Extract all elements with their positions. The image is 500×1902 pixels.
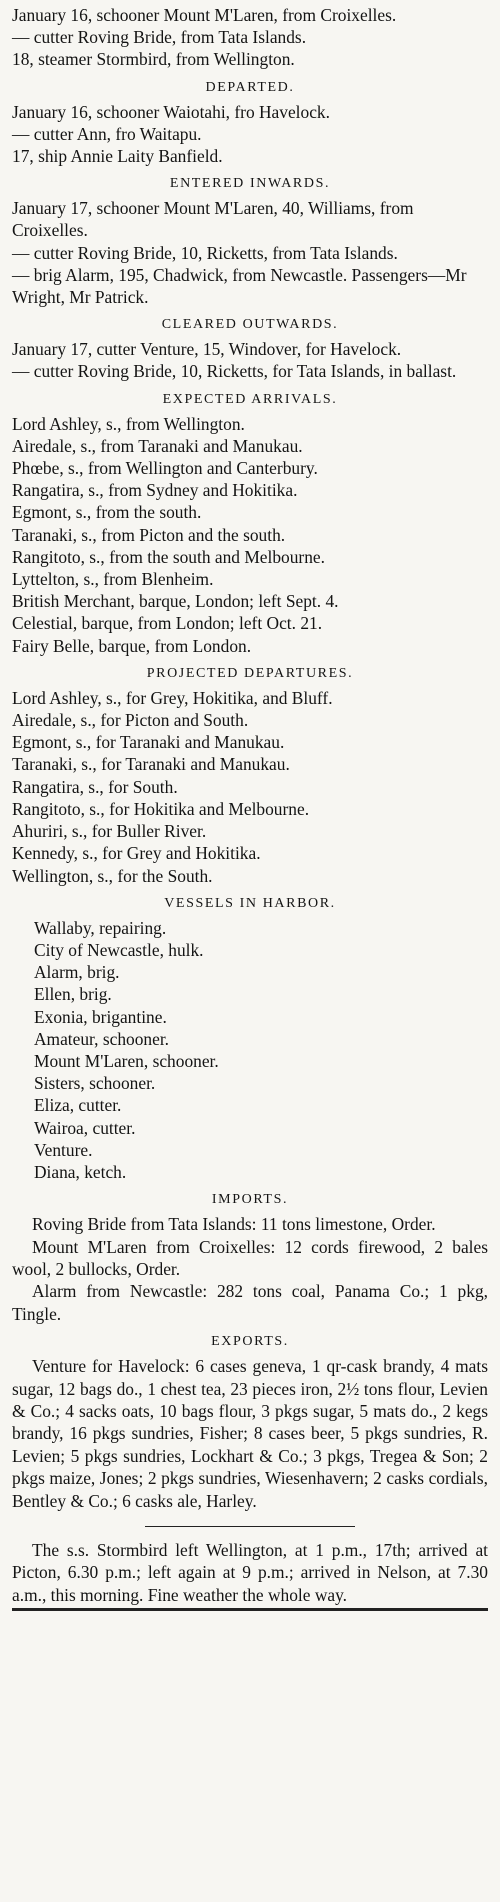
arrival-entry: — cutter Roving Bride, from Tata Islands. <box>12 27 307 48</box>
projected-entry: Rangatira, s., for South. <box>12 776 178 797</box>
projected-entry: Wellington, s., for the South. <box>12 865 213 886</box>
departed-entry: 17, ship Annie Laity Banfield. <box>12 146 223 167</box>
section-divider <box>145 1526 355 1527</box>
harbor-entry: Ellen, brig. <box>34 984 112 1005</box>
harbor-entry: Diana, ketch. <box>34 1161 127 1182</box>
vessels-in-harbor-section <box>12 895 488 1183</box>
stormbird-note: The s.s. Stormbird left Wellington, at 1 p.m., 17th; arrived at Picton, 6.30 p.m.; left again at 9 p.m.; arrived in Nelson, at 7.30 a.m., this morning. Fine weather the whole way. <box>12 1540 488 1605</box>
cleared-entry: — cutter Roving Bride, 10, Ricketts, for Tata Islands, in ballast. <box>12 361 457 382</box>
entered-inwards-heading: ENTERED INWARDS. <box>169 176 331 192</box>
expected-entry: Fairy Belle, barque, from London. <box>12 635 252 656</box>
arrival-entry: January 16, schooner Mount M'Laren, from Croixelles. <box>12 5 397 25</box>
expected-entry: Airedale, s., from Taranaki and Manukau. <box>12 435 303 456</box>
harbor-entry: Alarm, brig. <box>34 962 120 983</box>
harbor-entry: Wairoa, cutter. <box>34 1117 136 1138</box>
vessels-in-harbor-heading: VESSELS IN HARBOR. <box>164 895 336 911</box>
harbor-entry: Exonia, brigantine. <box>34 1006 167 1027</box>
harbor-entry: Amateur, schooner. <box>34 1028 170 1049</box>
expected-entry: Taranaki, s., from Picton and the south. <box>12 524 286 545</box>
expected-arrivals-section <box>12 391 488 657</box>
imports-section <box>12 1191 488 1325</box>
exports-section <box>12 1333 488 1512</box>
projected-entry: Rangitoto, s., for Hokitika and Melbourne. <box>12 798 310 819</box>
harbor-entry: Wallaby, repairing. <box>34 917 167 938</box>
projected-entry: Egmont, s., for Taranaki and Manukau. <box>12 732 285 753</box>
harbor-entry: Sisters, schooner. <box>34 1073 156 1094</box>
exports-heading: EXPORTS. <box>211 1334 289 1350</box>
departed-section <box>12 79 488 168</box>
import-entry: Alarm from Newcastle: 282 tons coal, Panama Co.; 1 pkg, Tingle. <box>12 1281 488 1324</box>
expected-entry: Lyttelton, s., from Blenheim. <box>12 569 214 590</box>
projected-entry: Ahuriri, s., for Buller River. <box>12 821 207 842</box>
harbor-entry: City of Newcastle, hulk. <box>34 939 204 960</box>
harbor-entry: Venture. <box>34 1139 93 1160</box>
cleared-outwards-section <box>12 316 488 382</box>
projected-entry: Airedale, s., for Picton and South. <box>12 710 249 731</box>
imports-heading: IMPORTS. <box>211 1192 289 1208</box>
import-entry: Mount M'Laren from Croixelles: 12 cords firewood, 2 bales wool, 2 bullocks, Order. <box>12 1236 488 1279</box>
projected-entry: Lord Ashley, s., for Grey, Hokitika, and Bluff. <box>12 687 333 708</box>
arrivals-section <box>12 4 488 71</box>
expected-entry: Lord Ashley, s., from Wellington. <box>12 413 245 434</box>
import-entry: Roving Bride from Tata Islands: 11 tons limestone, Order. <box>32 1214 436 1235</box>
expected-entry: Rangitoto, s., from the south and Melbourne. <box>12 546 325 567</box>
expected-arrivals-heading: EXPECTED ARRIVALS. <box>162 391 338 407</box>
arrival-entry: 18, steamer Stormbird, from Wellington. <box>12 49 295 70</box>
expected-entry: Celestial, barque, from London; left Oct. 21. <box>12 613 323 634</box>
projected-entry: Kennedy, s., for Grey and Hokitika. <box>12 843 261 864</box>
column-end-rule <box>12 1608 488 1611</box>
expected-entry: Egmont, s., from the south. <box>12 502 202 523</box>
expected-entry: Rangatira, s., from Sydney and Hokitika. <box>12 480 298 501</box>
expected-entry: Phœbe, s., from Wellington and Canterbury. <box>12 458 318 479</box>
departed-entry: — cutter Ann, fro Waitapu. <box>12 123 202 144</box>
entered-entry: — cutter Roving Bride, 10, Ricketts, from Tata Islands. <box>12 242 398 263</box>
projected-departures-heading: PROJECTED DEPARTURES. <box>146 665 354 681</box>
expected-entry: British Merchant, barque, London; left Sept. 4. <box>12 591 339 612</box>
exports-paragraph: Venture for Havelock: 6 cases geneva, 1 qr-cask brandy, 4 mats sugar, 12 bags do., 1 chest tea, 23 pieces iron, 2½ tons flour, Levien & Co.; 4 sacks oats, 10 bags flour, 3 pkgs sugar, 5 mats do., 2 kegs brandy, 16 pkgs sundries, Fisher; 8 cases beer, 5 pkgs sundries, R. Levien; 5 pkgs sundries, Lockhart & Co.; 3 pkgs, Tregea & Son; 2 pkgs maize, Jones; 2 pkgs sundries, Wiesenhavern; 2 casks cordials, Bentley & Co.; 6 casks ale, Harley. <box>12 1356 488 1511</box>
harbor-entry: Eliza, cutter. <box>34 1095 122 1116</box>
departed-heading: DEPARTED. <box>205 79 295 95</box>
departed-entry: January 16, schooner Waiotahi, fro Havelock. <box>12 101 330 122</box>
entered-entry: January 17, schooner Mount M'Laren, 40, Williams, from Croixelles. <box>12 198 414 241</box>
entered-inwards-section <box>12 175 488 308</box>
projected-entry: Taranaki, s., for Taranaki and Manukau. <box>12 754 290 775</box>
cleared-entry: January 17, cutter Venture, 15, Windover, for Havelock. <box>12 339 402 360</box>
cleared-outwards-heading: CLEARED OUTWARDS. <box>161 317 339 333</box>
harbor-entry: Mount M'Laren, schooner. <box>34 1050 219 1071</box>
entered-entry: — brig Alarm, 195, Chadwick, from Newcastle. Passengers—Mr Wright, Mr Patrick. <box>12 264 467 308</box>
projected-departures-section <box>12 665 488 887</box>
